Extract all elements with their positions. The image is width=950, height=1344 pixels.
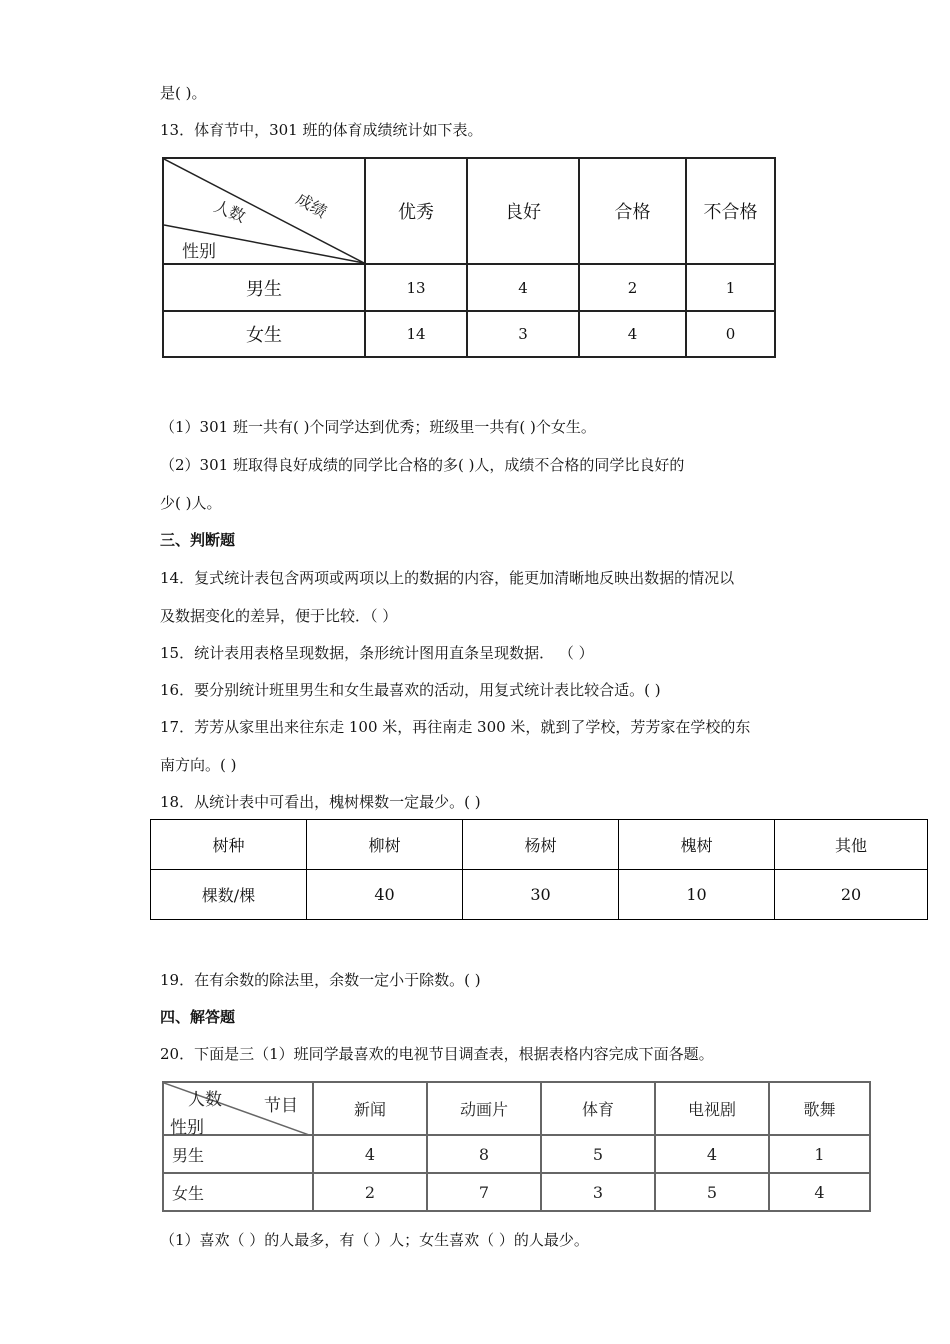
table-cell: 2 [579, 264, 686, 311]
table-cell: 4 [769, 1173, 870, 1211]
table-cell: 20 [775, 870, 928, 920]
table-cell: 14 [365, 311, 467, 357]
table-row [163, 1135, 870, 1173]
header-cell: 电视剧 [655, 1082, 769, 1135]
tv-program-table [162, 1081, 871, 1212]
question-18: 18．从统计表中可看出，槐树棵数一定最少。( ) [160, 793, 481, 811]
question-17: 17．芳芳从家里出来往东走 100 米，再往南走 300 米，就到了学校，芳芳家在学校的东 [160, 718, 751, 736]
corner-label-gender: 性别 [182, 242, 216, 262]
row-label: 男生 [163, 264, 365, 311]
table-cell: 10 [619, 870, 775, 920]
table-cell: 7 [427, 1173, 541, 1211]
header-cell: 良好 [467, 158, 579, 264]
table-row [163, 311, 775, 357]
header-cell: 其他 [775, 820, 928, 870]
table-cell: 4 [313, 1135, 427, 1173]
header-cell: 柳树 [307, 820, 463, 870]
corner-label-program: 节目 [264, 1096, 298, 1116]
table-cell: 1 [686, 264, 775, 311]
table-corner-cell [163, 158, 365, 264]
question-17-cont: 南方向。( ) [160, 756, 237, 774]
table-cell: 1 [769, 1135, 870, 1173]
table-corner-cell [163, 1082, 313, 1138]
text-line: 是( )。 [160, 84, 207, 102]
table-row [163, 1173, 870, 1211]
question-15: 15．统计表用表格呈现数据，条形统计图用直条呈现数据． （ ） [160, 644, 594, 662]
table-cell: 40 [307, 870, 463, 920]
header-cell: 杨树 [463, 820, 619, 870]
table-cell: 13 [365, 264, 467, 311]
header-cell: 优秀 [365, 158, 467, 264]
table-cell: 4 [579, 311, 686, 357]
corner-label-count: 人数 [211, 196, 249, 227]
row-label: 女生 [163, 311, 365, 357]
question-13-part-2-cont: 少( )人。 [160, 494, 222, 512]
question-14: 14．复式统计表包含两项或两项以上的数据的内容，能更加清晰地反映出数据的情况以 [160, 569, 735, 587]
table-cell: 30 [463, 870, 619, 920]
header-cell: 不合格 [686, 158, 775, 264]
question-20: 20．下面是三（1）班同学最喜欢的电视节目调查表，根据表格内容完成下面各题。 [160, 1045, 714, 1063]
row-label: 女生 [163, 1173, 313, 1211]
table-cell: 5 [655, 1173, 769, 1211]
table-cell: 3 [541, 1173, 655, 1211]
section-heading-4: 四、解答题 [160, 1008, 236, 1026]
sports-score-table [162, 157, 776, 358]
header-cell: 歌舞 [769, 1082, 870, 1135]
table-row [151, 820, 928, 870]
table-cell: 4 [467, 264, 579, 311]
header-cell: 槐树 [619, 820, 775, 870]
question-19: 19．在有余数的除法里，余数一定小于除数。( ) [160, 971, 481, 989]
table-cell: 0 [686, 311, 775, 357]
corner-label-gender: 性别 [170, 1118, 204, 1138]
tree-count-table [150, 819, 928, 920]
table-cell: 4 [655, 1135, 769, 1173]
question-16: 16．要分别统计班里男生和女生最喜欢的活动，用复式统计表比较合适。( ) [160, 681, 661, 699]
question-14-cont: 及数据变化的差异，便于比较．（ ） [160, 607, 398, 625]
corner-label-score: 成绩 [292, 189, 331, 222]
table-cell: 5 [541, 1135, 655, 1173]
question-13-part-2: （2）301 班取得良好成绩的同学比合格的多( )人，成绩不合格的同学比良好的 [160, 456, 685, 474]
corner-label-count: 人数 [188, 1090, 222, 1110]
table-cell: 8 [427, 1135, 541, 1173]
section-heading-3: 三、判断题 [160, 531, 236, 549]
header-cell: 合格 [579, 158, 686, 264]
table-cell: 3 [467, 311, 579, 357]
header-cell: 动画片 [427, 1082, 541, 1135]
question-20-part-1: （1）喜欢（ ）的人最多，有（ ）人；女生喜欢（ ）的人最少。 [160, 1231, 589, 1249]
header-cell: 体育 [541, 1082, 655, 1135]
table-row [163, 264, 775, 311]
question-13-part-1: （1）301 班一共有( )个同学达到优秀；班级里一共有( )个女生。 [160, 418, 596, 436]
table-cell: 2 [313, 1173, 427, 1211]
header-cell: 树种 [151, 820, 307, 870]
row-label: 男生 [163, 1135, 313, 1173]
row-label: 棵数/棵 [151, 870, 307, 920]
question-13: 13．体育节中，301 班的体育成绩统计如下表。 [160, 121, 483, 139]
table-row [151, 870, 928, 920]
header-cell: 新闻 [313, 1082, 427, 1135]
